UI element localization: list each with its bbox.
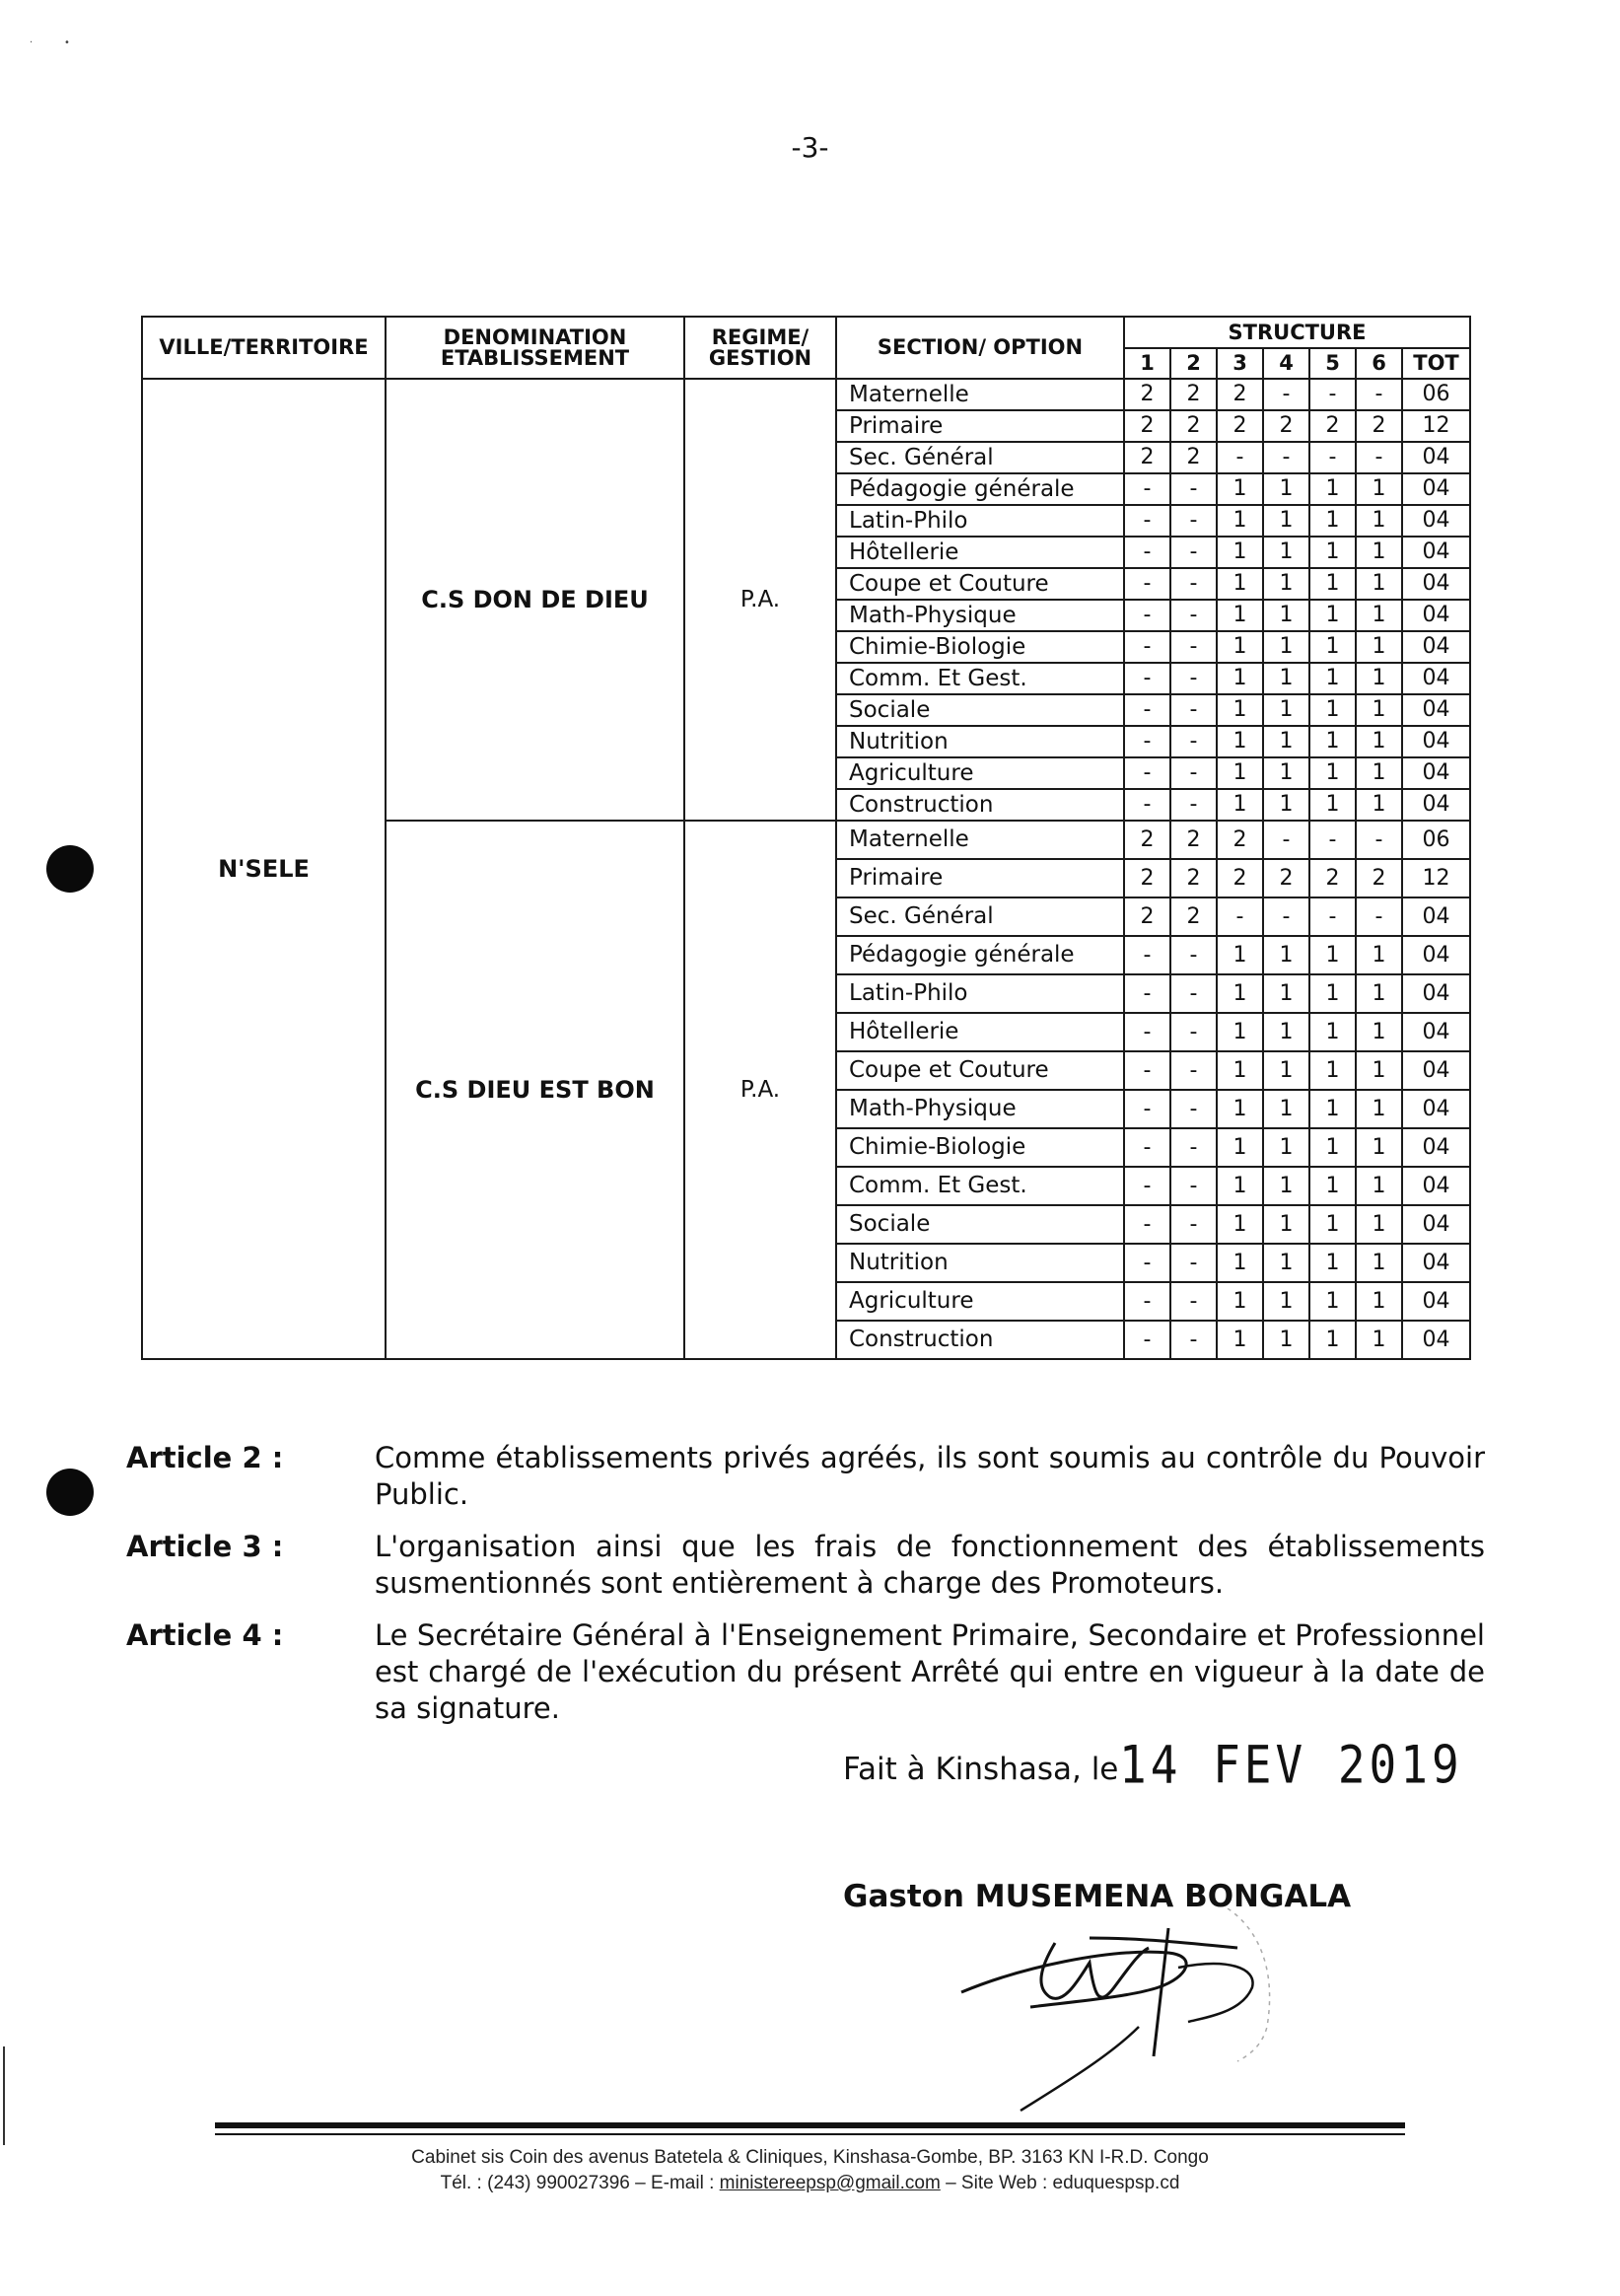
structure-cell: -	[1356, 821, 1402, 859]
structure-cell: 1	[1263, 1244, 1309, 1282]
structure-cell: 1	[1356, 631, 1402, 663]
header-col: 4	[1263, 348, 1309, 379]
section-cell: Pédagogie générale	[836, 936, 1124, 974]
structure-cell: 1	[1263, 1051, 1309, 1090]
structure-cell: 1	[1217, 1167, 1263, 1205]
structure-cell: -	[1124, 974, 1170, 1013]
footer-rule-thick	[215, 2122, 1405, 2128]
structure-cell: 2	[1309, 410, 1356, 442]
structure-cell: 1	[1263, 1090, 1309, 1128]
structure-cell: 1	[1309, 568, 1356, 600]
total-cell: 04	[1402, 726, 1470, 757]
structure-cell: 1	[1263, 600, 1309, 631]
header-city: VILLE/TERRITOIRE	[142, 317, 386, 379]
total-cell: 04	[1402, 897, 1470, 936]
structure-cell: 1	[1263, 1321, 1309, 1359]
structure-cell: 1	[1309, 694, 1356, 726]
structure-cell: 1	[1356, 1013, 1402, 1051]
section-cell: Hôtellerie	[836, 1013, 1124, 1051]
structure-cell: -	[1170, 1167, 1217, 1205]
section-cell: Sociale	[836, 694, 1124, 726]
section-cell: Comm. Et Gest.	[836, 1167, 1124, 1205]
structure-cell: -	[1170, 1205, 1217, 1244]
header-col: 1	[1124, 348, 1170, 379]
structure-cell: 1	[1309, 1321, 1356, 1359]
structure-cell: 1	[1309, 663, 1356, 694]
total-cell: 04	[1402, 537, 1470, 568]
structure-cell: 1	[1309, 1090, 1356, 1128]
school-name-cell: C.S DON DE DIEU	[386, 379, 684, 821]
structure-cell: -	[1170, 1128, 1217, 1167]
structure-cell: 1	[1309, 1013, 1356, 1051]
structure-cell: -	[1124, 1090, 1170, 1128]
structure-cell: 1	[1309, 726, 1356, 757]
structure-cell: -	[1170, 1244, 1217, 1282]
structure-cell: 2	[1124, 821, 1170, 859]
structure-cell: -	[1170, 1321, 1217, 1359]
structure-cell: 1	[1263, 505, 1309, 537]
structure-cell: 1	[1217, 568, 1263, 600]
structure-cell: 2	[1217, 410, 1263, 442]
structure-cell: -	[1263, 897, 1309, 936]
total-cell: 04	[1402, 473, 1470, 505]
structure-cell: 2	[1356, 859, 1402, 897]
section-cell: Maternelle	[836, 821, 1124, 859]
structure-cell: 1	[1309, 1282, 1356, 1321]
structure-cell: 1	[1217, 1013, 1263, 1051]
structure-cell: -	[1170, 663, 1217, 694]
structure-cell: 2	[1124, 410, 1170, 442]
structure-cell: 2	[1217, 859, 1263, 897]
section-cell: Sec. Général	[836, 897, 1124, 936]
structure-cell: 1	[1217, 1205, 1263, 1244]
structure-cell: 2	[1170, 897, 1217, 936]
structure-cell: 1	[1263, 789, 1309, 821]
structure-cell: 2	[1217, 379, 1263, 410]
structure-cell: 1	[1356, 537, 1402, 568]
structure-cell: -	[1170, 974, 1217, 1013]
structure-cell: 1	[1356, 1282, 1402, 1321]
header-regime: REGIME/ GESTION	[684, 317, 836, 379]
structure-cell: 1	[1309, 1128, 1356, 1167]
structure-cell: 1	[1217, 1244, 1263, 1282]
structure-cell: -	[1356, 379, 1402, 410]
total-cell: 04	[1402, 442, 1470, 473]
total-cell: 04	[1402, 1167, 1470, 1205]
total-cell: 04	[1402, 1051, 1470, 1090]
structure-cell: -	[1124, 1013, 1170, 1051]
structure-cell: -	[1170, 726, 1217, 757]
total-cell: 12	[1402, 859, 1470, 897]
total-cell: 04	[1402, 936, 1470, 974]
structure-cell: 2	[1309, 859, 1356, 897]
signoff-place: Fait à Kinshasa, le	[843, 1752, 1119, 1787]
punch-hole-dot	[46, 845, 94, 893]
structure-cell: 1	[1263, 1013, 1309, 1051]
header-col: 6	[1356, 348, 1402, 379]
section-cell: Latin-Philo	[836, 974, 1124, 1013]
structure-cell: 1	[1309, 757, 1356, 789]
punch-hole-dot	[46, 1469, 94, 1516]
structure-cell: 1	[1263, 757, 1309, 789]
structure-cell: -	[1124, 1051, 1170, 1090]
structure-cell: -	[1170, 936, 1217, 974]
structure-cell: -	[1124, 1321, 1170, 1359]
header-col: 5	[1309, 348, 1356, 379]
structure-cell: 1	[1356, 1128, 1402, 1167]
structure-cell: 1	[1217, 631, 1263, 663]
structure-cell: 1	[1217, 1051, 1263, 1090]
structure-cell: -	[1124, 600, 1170, 631]
structure-table-wrapper	[141, 316, 1469, 1360]
section-cell: Chimie-Biologie	[836, 1128, 1124, 1167]
structure-cell: -	[1309, 379, 1356, 410]
footer-rule-thin	[215, 2133, 1405, 2135]
structure-cell: -	[1309, 897, 1356, 936]
total-cell: 12	[1402, 410, 1470, 442]
structure-cell: -	[1170, 631, 1217, 663]
structure-cell: -	[1170, 1013, 1217, 1051]
structure-cell: -	[1309, 442, 1356, 473]
structure-cell: 1	[1263, 694, 1309, 726]
structure-cell: 1	[1309, 1167, 1356, 1205]
section-cell: Primaire	[836, 410, 1124, 442]
section-cell: Construction	[836, 789, 1124, 821]
structure-cell: 1	[1263, 568, 1309, 600]
structure-cell: -	[1170, 694, 1217, 726]
header-col: 3	[1217, 348, 1263, 379]
structure-cell: 1	[1356, 789, 1402, 821]
structure-cell: 2	[1170, 821, 1217, 859]
structure-cell: -	[1263, 821, 1309, 859]
structure-cell: 1	[1217, 789, 1263, 821]
structure-cell: 1	[1217, 600, 1263, 631]
structure-cell: 1	[1263, 974, 1309, 1013]
structure-cell: -	[1309, 821, 1356, 859]
section-cell: Agriculture	[836, 1282, 1124, 1321]
structure-cell: 1	[1263, 936, 1309, 974]
scan-edge-line	[3, 2046, 5, 2145]
structure-cell: 2	[1170, 442, 1217, 473]
section-cell: Nutrition	[836, 1244, 1124, 1282]
structure-cell: 1	[1263, 1167, 1309, 1205]
structure-cell: -	[1170, 505, 1217, 537]
city-cell: N'SELE	[142, 379, 386, 1359]
total-cell: 04	[1402, 694, 1470, 726]
section-cell: Primaire	[836, 859, 1124, 897]
structure-cell: 1	[1309, 1205, 1356, 1244]
structure-cell: -	[1356, 897, 1402, 936]
footer-email-link[interactable]: ministereepsp@gmail.com	[719, 2173, 941, 2193]
structure-cell: 2	[1124, 379, 1170, 410]
structure-cell: 1	[1356, 568, 1402, 600]
structure-cell: 1	[1309, 505, 1356, 537]
structure-cell: 1	[1217, 505, 1263, 537]
total-cell: 04	[1402, 1321, 1470, 1359]
structure-cell: 1	[1263, 1128, 1309, 1167]
section-cell: Agriculture	[836, 757, 1124, 789]
structure-cell: -	[1170, 757, 1217, 789]
section-cell: Maternelle	[836, 379, 1124, 410]
structure-cell: -	[1124, 694, 1170, 726]
regime-cell: P.A.	[684, 379, 836, 821]
structure-cell: 1	[1356, 1321, 1402, 1359]
footer-website: – Site Web : eduquespsp.cd	[940, 2173, 1180, 2193]
structure-cell: 1	[1217, 1090, 1263, 1128]
school-name-cell: C.S DIEU EST BON	[386, 821, 684, 1359]
total-cell: 04	[1402, 663, 1470, 694]
structure-cell: -	[1124, 663, 1170, 694]
section-cell: Nutrition	[836, 726, 1124, 757]
structure-cell: 2	[1263, 859, 1309, 897]
total-cell: 04	[1402, 568, 1470, 600]
structure-cell: -	[1170, 600, 1217, 631]
structure-cell: 1	[1309, 600, 1356, 631]
footer-contact	[0, 2173, 1620, 2194]
section-cell: Coupe et Couture	[836, 1051, 1124, 1090]
structure-cell: -	[1170, 537, 1217, 568]
article-text: Le Secrétaire Général à l'Enseignement Primaire, Secondaire et Professionnel est chargé de l'exécution du présent Arrêté qui entre en vigueur à la date de sa signature.	[375, 1618, 1485, 1725]
total-cell: 06	[1402, 379, 1470, 410]
section-cell: Sociale	[836, 1205, 1124, 1244]
article-label: Article 2 :	[126, 1441, 284, 1474]
structure-cell: 1	[1356, 694, 1402, 726]
structure-cell: 2	[1170, 859, 1217, 897]
page-number: -3-	[791, 131, 829, 164]
structure-cell: 1	[1356, 757, 1402, 789]
structure-cell: -	[1124, 568, 1170, 600]
structure-cell: 1	[1263, 1205, 1309, 1244]
structure-cell: 1	[1217, 1282, 1263, 1321]
structure-cell: -	[1124, 1128, 1170, 1167]
structure-cell: 2	[1170, 379, 1217, 410]
structure-cell: -	[1124, 1244, 1170, 1282]
structure-cell: -	[1170, 1090, 1217, 1128]
structure-cell: 1	[1217, 694, 1263, 726]
structure-cell: -	[1263, 442, 1309, 473]
structure-cell: 1	[1263, 1282, 1309, 1321]
structure-cell: -	[1124, 757, 1170, 789]
section-cell: Comm. Et Gest.	[836, 663, 1124, 694]
header-structure: STRUCTURE	[1124, 317, 1470, 348]
structure-cell: 2	[1217, 821, 1263, 859]
structure-cell: -	[1124, 936, 1170, 974]
section-cell: Math-Physique	[836, 600, 1124, 631]
structure-cell: 1	[1356, 974, 1402, 1013]
total-cell: 04	[1402, 1205, 1470, 1244]
structure-cell: 1	[1217, 1128, 1263, 1167]
structure-cell: 1	[1263, 631, 1309, 663]
structure-cell: 1	[1356, 1051, 1402, 1090]
structure-cell: 2	[1170, 410, 1217, 442]
structure-cell: 1	[1217, 1321, 1263, 1359]
total-cell: 04	[1402, 789, 1470, 821]
structure-cell: -	[1124, 505, 1170, 537]
section-cell: Chimie-Biologie	[836, 631, 1124, 663]
structure-cell: -	[1124, 1282, 1170, 1321]
structure-cell: -	[1170, 1282, 1217, 1321]
section-cell: Math-Physique	[836, 1090, 1124, 1128]
structure-cell: -	[1124, 473, 1170, 505]
section-cell: Hôtellerie	[836, 537, 1124, 568]
structure-cell: 1	[1217, 974, 1263, 1013]
structure-cell: 2	[1124, 859, 1170, 897]
structure-cell: 1	[1356, 1244, 1402, 1282]
signoff-date-stamp: 14 FEV 2019	[1119, 1733, 1463, 1796]
structure-cell: 1	[1263, 537, 1309, 568]
handwritten-signature	[942, 1908, 1336, 2116]
structure-cell: 1	[1309, 537, 1356, 568]
total-cell: 04	[1402, 1090, 1470, 1128]
structure-cell: 2	[1356, 410, 1402, 442]
structure-cell: -	[1170, 789, 1217, 821]
header-col: TOT	[1402, 348, 1470, 379]
header-section: SECTION/ OPTION	[836, 317, 1124, 379]
structure-cell: 1	[1356, 1205, 1402, 1244]
structure-cell: 1	[1217, 936, 1263, 974]
structure-cell: 2	[1124, 897, 1170, 936]
footer-phone: Tél. : (243) 990027396 – E-mail :	[440, 2173, 720, 2193]
structure-cell: -	[1124, 1205, 1170, 1244]
header-col: 2	[1170, 348, 1217, 379]
signer-name: Gaston MUSEMENA BONGALA	[843, 1879, 1352, 1914]
structure-cell: 1	[1217, 663, 1263, 694]
regime-cell: P.A.	[684, 821, 836, 1359]
structure-cell: -	[1124, 631, 1170, 663]
article-label: Article 3 :	[126, 1530, 284, 1563]
structure-cell: 1	[1263, 663, 1309, 694]
structure-cell: 1	[1356, 726, 1402, 757]
header-school: DENOMINATION ETABLISSEMENT	[386, 317, 684, 379]
structure-cell: 2	[1124, 442, 1170, 473]
section-cell: Construction	[836, 1321, 1124, 1359]
structure-cell: 1	[1356, 1167, 1402, 1205]
structure-cell: -	[1263, 379, 1309, 410]
structure-cell: 1	[1309, 974, 1356, 1013]
section-cell: Pédagogie générale	[836, 473, 1124, 505]
total-cell: 06	[1402, 821, 1470, 859]
structure-cell: -	[1170, 473, 1217, 505]
total-cell: 04	[1402, 974, 1470, 1013]
structure-cell: 1	[1217, 757, 1263, 789]
structure-cell: 1	[1217, 726, 1263, 757]
footer-address: Cabinet sis Coin des avenus Batetela & Cliniques, Kinshasa-Gombe, BP. 3163 KN I-R.D. Congo	[411, 2147, 1209, 2168]
structure-cell: 1	[1309, 936, 1356, 974]
total-cell: 04	[1402, 1282, 1470, 1321]
structure-cell: 1	[1356, 473, 1402, 505]
section-cell: Sec. Général	[836, 442, 1124, 473]
structure-cell: 2	[1263, 410, 1309, 442]
structure-cell: 1	[1356, 505, 1402, 537]
total-cell: 04	[1402, 1128, 1470, 1167]
section-cell: Coupe et Couture	[836, 568, 1124, 600]
structure-table	[141, 316, 1471, 1360]
structure-cell: 1	[1356, 663, 1402, 694]
total-cell: 04	[1402, 1244, 1470, 1282]
structure-cell: -	[1217, 442, 1263, 473]
structure-cell: -	[1217, 897, 1263, 936]
structure-cell: -	[1356, 442, 1402, 473]
total-cell: 04	[1402, 757, 1470, 789]
structure-cell: 1	[1263, 473, 1309, 505]
total-cell: 04	[1402, 505, 1470, 537]
structure-cell: -	[1124, 789, 1170, 821]
total-cell: 04	[1402, 600, 1470, 631]
article-text: Comme établissements privés agréés, ils sont soumis au contrôle du Pouvoir Public.	[375, 1441, 1485, 1511]
article-label: Article 4 :	[126, 1618, 284, 1652]
article-text: L'organisation ainsi que les frais de fonctionnement des établissements susmentionnés sont entièrement à charge des Promoteurs.	[375, 1530, 1485, 1600]
structure-cell: -	[1170, 1051, 1217, 1090]
structure-cell: 1	[1309, 789, 1356, 821]
structure-cell: 1	[1309, 1244, 1356, 1282]
structure-cell: -	[1170, 568, 1217, 600]
structure-cell: 1	[1309, 631, 1356, 663]
structure-cell: -	[1124, 1167, 1170, 1205]
structure-cell: -	[1124, 726, 1170, 757]
table-row	[142, 379, 1470, 410]
structure-cell: 1	[1217, 537, 1263, 568]
structure-cell: 1	[1263, 726, 1309, 757]
structure-cell: 1	[1356, 600, 1402, 631]
section-cell: Latin-Philo	[836, 505, 1124, 537]
structure-cell: 1	[1217, 473, 1263, 505]
structure-cell: 1	[1356, 1090, 1402, 1128]
structure-cell: 1	[1356, 936, 1402, 974]
scan-specks: · •	[30, 37, 70, 48]
structure-cell: 1	[1309, 473, 1356, 505]
structure-cell: 1	[1309, 1051, 1356, 1090]
total-cell: 04	[1402, 631, 1470, 663]
total-cell: 04	[1402, 1013, 1470, 1051]
structure-cell: -	[1124, 537, 1170, 568]
